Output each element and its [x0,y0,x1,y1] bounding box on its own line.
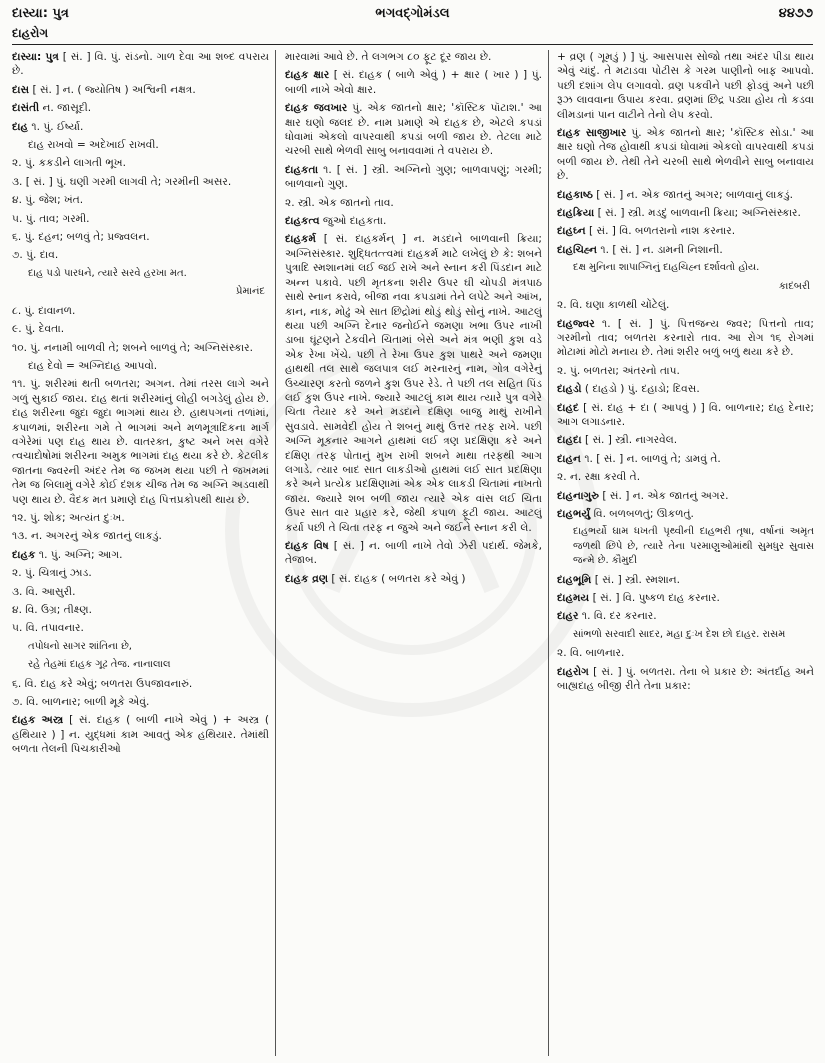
headword: દાહકતા [285,163,319,176]
headword: દાહભૂમિ [557,573,592,586]
entry-sense [12,230,269,244]
dictionary-entry [557,224,814,238]
dictionary-entry [12,120,269,134]
definition-text: [ સં. ] ન. એક જાતનું અગર; બાળવાનું લાકડું. [592,188,794,201]
dictionary-entry [557,382,814,396]
headword: દાહક [12,548,36,561]
definition-text: દાહ દેવો = અગ્નિદાહ આપવો. [28,359,158,372]
entry-sense [12,677,269,691]
entry-sense [12,377,269,507]
dictionary-entry [557,243,814,257]
definition-text: દાહભર્યો ઘામ ધખતી પૃથ્વીની દાહભરી તૃષા, વર્ષાનાં અમૃત જળથી છિપે છે, ત્યારે તેના પરમાણુઓમાંથી સુમધુર સુવાસ જન્મે છે. કૌમુદી [573,526,814,567]
definition-text: ૧. પું. ઈર્ષ્યા. [28,120,84,133]
definition-text: તપોધનો સાગર શાંતિના છે, [28,640,132,652]
headword: દાસ્યા: પુત્ર [12,51,59,63]
dictionary-entry [557,126,814,184]
dictionary-entry [285,163,542,192]
entry-sense [12,566,269,580]
entry-sense [12,511,269,525]
column-divider [548,50,549,1056]
headword: દાહકાષ્ઠ [557,188,593,201]
headword: દાહનાગુરુ [557,489,600,502]
definition-text: ૯. પું. દેવતા. [12,323,65,336]
page-number: ૪૪૭૭ [778,6,813,21]
headword: દાસ [12,83,30,96]
definition-text: ૧. [ સં. ] પું. પિત્તજન્ય જ્વર; પિત્તનો તાવ; ગરમીનો તાવ; બળતરા કરનારો તાવ. આ રોગ ૧૬ રોગમાં મોટામાં મોટો મનાય છે. તેમાં શરીર બળું બળું થયા કરે છે. [557,317,814,359]
headword: દાહર [557,610,579,623]
definition-text: પું. એક જાતનો ક્ષાર; 'કૉસ્ટિક પૉટાશ.' આ ક્ષાર ઘણો જલદ છે. નામ પ્રમાણે એ દાહક છે, એટલે કપડાં ધોવામાં એકલો વાપરવાથી કપડાં બળી જાય છે. તેટલા માટે ચરબી સાથે ભેળવી સાબુ બનાવવામાં તે વપરાય છે. [285,102,542,158]
entry-sense [12,658,269,672]
definition-text: સાંભળો સરવાદી સાદર, મહા દુઃખ દેશ છો દાહર. રાસમ [573,628,786,640]
dictionary-entry [285,232,542,535]
entry-sense [12,248,269,262]
page-header [12,4,813,26]
dictionary-entry [12,101,269,115]
headword: દાહરોગ [557,665,589,678]
dictionary-entry [557,401,814,430]
definition-text: [ સં. દાહકર્મન્ ] ન. મડદાને બાળવાની ક્રિયા; અગ્નિસંસ્કાર. શુદ્ધિતત્ત્વમાં દાહકર્મ માટે લખેલું છે કે: શબને પુત્રાદિ સ્મશાનમાં લઈ જઈ રાખે અને સ્નાન કરી પિંડદાન માટે અન્ન પકાવે. પછી મૃતકના શરીર ઉપર ઘી ચોપડી મંત્રપાઠ સાથે સ્નાન કરાવે, બીજા નવા કપડામાં તેને લપેટે અને આંખ, કાન, નાક, મોઢું એ સાત છિદ્રોમાં થોડું થોડું સોનું નાખે. આટલું થયા પછી અગ્નિ દેનાર જનોઈને જમણા ખભા ઉપર નાખી ડાબા ઘૂંટણને ટેકવીને ચિતામાં બેસે અને મંત્ર ભણી કુશ વડે એક રેખા ખેંચે. પછી તે રેખા ઉપર કુશ પાથરે અને જમણા હાથથી તલ સાથે જલપાત્ર લઈ મરનારનું નામ, ગોત્ર વગેરેનું ઉચ્ચારણ કરતો જળને કુશ ઉપર રેડે. તે પછી તલ સહિત પિંડ લઈ કુશ ઉપર નાખે. જ્યારે આટલું કામ થાય ત્યારે પુત્ર વગેરે ચિતા તૈયાર કરે અને મડદાને દક્ષિણ બાજુ માથું રાખીને સુવડાવે. સામવેદી હોય તે શબનું માથું ઉત્તર તરફ રાખે. પછી અગ્નિ મૂકનાર આગને હાથમાં લઈ ત્રણ પ્રદક્ષિણા કરે અને દક્ષિણ તરફ પોતાનું મુખ રાખી શબને માથા તરફથી આગ લગાડે. ત્યાર બાદ સાત લાકડીઓ હાથમાં લઈ સાત પ્રદક્ષિણા કરે અને પ્રત્યેક પ્રદક્ષિણામાં એક એક લાકડી ચિતામાં નાખતો જાય. જ્યારે શબ બળી જાય ત્યારે એક વાંસ લઈ ચિતા ઉપર સાત વાર પ્રહાર કરે, જેથી કપાળ ફૂટી જાય. આટલું કર્યા પછી તે ચિતા તરફ ન જુએ અને જઈને સ્નાન કરી લે. [285,233,542,534]
entry-sense [12,138,269,152]
definition-text: મારવામાં આવે છે. તે લગભગ ૮૦ ફૂટ દૂર જાય છે. [285,51,492,63]
entry-sense [12,603,269,617]
dictionary-entry [557,665,814,694]
headword: દાહઘ્ન [557,225,586,238]
entry-sense [12,175,269,189]
dictionary-entry [12,713,269,756]
entry-sense [12,585,269,599]
definition-text: ૧૨. પું. શોક; અત્યંત દુઃખ. [12,511,125,524]
entry-sense [12,193,269,207]
entry-sense [557,50,814,122]
column-1 [12,50,269,1056]
definition-text: ૨. વિ. ઘણા કાળથી ચોંટેલું. [557,299,670,312]
entry-sense [12,695,269,709]
definition-text: [ સં. ] વિ. પુષ્કળ દાહ કરનાર. [589,592,720,604]
definition-text: [ સં. ] સ્ત્રી. નાગરવેલ. [581,434,678,447]
entry-sense [557,364,814,378]
definition-text: ૧. પું. અગ્નિ; આગ. [35,548,123,561]
column-2 [285,50,542,1056]
definition-text: ૧. [ સં. ] સ્ત્રી. અગ્નિનો ગુણ; બાળવાપણું; ગરમી; બાળવાનો ગુણ. [285,163,542,191]
definition-text: ૫. પું. તાવ; ગરમી. [12,212,90,225]
definition-text: [ સં. ] વિ. બળતરાનો નાશ કરનાર. [585,225,736,238]
entry-sense [12,156,269,170]
definition-text: + વ્રણ ( ગૂમડું ) ] પું. આસપાસ સોજો તથા અંદર પીડા થાય એવું ચાંદું. તે મટાડવા પોટીસ કે ગરમ પાણીનો બાફ આપવો. પછી દશાંગ લેપ લગાવવો. વ્રણ પકવીને પછી ફોડવું અને પછી રૂઝ લાવવાના ઉપાય કરવા. વ્રણમાં છિદ્ર પડ્યા હોય તો કડવા લીમડાનાં પાન વાટીને તેનો લેપ કરવો. [557,51,814,121]
definition-text: ( દાહડો ) પું. દહાડો; દિવસ. [581,383,700,396]
definition-text: [ સં. દાહક ( બાળી નાખે એવું ) + અસ્ત્ર ( હથિયાર ) ] ન. યુદ્ધમાં કામ આવતું એક હથિયાર. તેમાંથી બળતા તેલની પિચકારીઓ [12,714,269,756]
dictionary-entry [12,50,269,79]
definition-text: ૧. [ સં. ] ન. બાળવું તે; ડામવું તે. [580,452,721,465]
column-3 [557,50,814,1056]
entry-sense [557,525,814,568]
header-rule [12,44,813,45]
entry-sense [557,470,814,484]
header-title: ભગવદ્ગોમંડલ [375,6,450,21]
entry-sense [557,261,814,275]
dictionary-entry [557,206,814,220]
dictionary-entry [285,572,542,586]
definition-text: ૨. પું. ચિત્રાનું ઝાડ. [12,567,92,580]
headword: દાહજ્વર [557,317,595,330]
definition-text: દાહ રાખવો = અદેખાઈ રાખવી. [28,139,159,152]
headword: દાહદા [557,434,582,447]
dictionary-entry [557,317,814,360]
dictionary-entry [557,452,814,466]
entry-sense [12,267,269,281]
definition-text: ૮. પું. દાવાનળ. [12,304,76,317]
headword: દાહકત્વ [285,215,320,228]
dictionary-entry [557,188,814,202]
entry-sense [557,280,814,294]
headword: દાહક્રિયા [557,207,595,220]
headword: દાહક જવખાર [285,102,348,115]
definition-text: ન. જાસૂદી. [39,102,92,115]
dictionary-entry [285,214,542,228]
definition-text: [ સં. ] ન. બાળી નાખે તેવો ઝેરી પદાર્થ. જેમકે, તેજાબ. [285,540,542,567]
headword: દાહ [12,120,29,133]
dictionary-entry [557,507,814,521]
definition-text: ૬. વિ. દાહ કરે એવું; બળતરા ઉપજાવનારું. [12,677,193,690]
entry-sense [12,640,269,654]
dictionary-entry [285,539,542,568]
definition-text: [ સં. દાહક ( બાળે એવું ) + ક્ષાર ( ખાર ) ] પું. બાળી નાખે એવો ક્ષાર. [285,69,542,96]
headword: દાહકર્મ [285,233,317,246]
definition-text: પ્રેમાનંદ [235,286,265,298]
definition-text: ૭. પું. દાવ. [12,249,59,262]
definition-text: ૩. વિ. આસુરી. [12,585,76,598]
headword: દાહક ક્ષાર [285,69,330,82]
definition-text: ૨. વિ. બાળનાર. [557,647,625,660]
definition-text: ૨. પું. કકડીને લાગતી ભૂખ. [12,157,126,170]
definition-text: ૧૦. પું. નનામી બાળવી તે; શબને બાળવું તે; અગ્નિસંસ્કાર. [12,341,253,354]
definition-text: ૩. [ સં. ] પું. ઘણી ગરમી લાગવી તે; ગરમીની અસર. [12,175,232,188]
definition-text: રહે તેહમાં દાહક ગૂઢ તેજ. નાનાલાલ [28,659,171,671]
entry-sense [12,529,269,543]
headword: દાહડો [557,383,582,396]
headword: દાહન [557,452,581,465]
entry-sense [12,341,269,355]
definition-text: ૧૧. પું. શરીરમાં થતી બળતરા; અગન. તેમાં તરસ લાગે અને ગળું સુકાઈ જાય. દાહ થતાં શરીરમાંનું લોહી બગડેલું હોય છે. દાહ શરીરના જુદા જુદા ભાગમાં થાય છે. હાથપગનાં તળાંમાં, કપાળમાં, શરીરના ગમે તે ભાગમાં અને મળમૂત્રાદિકના માર્ગ વગેરેમાં પણ દાહ થાય છે. વાતરક્ત, કુષ્ટ અને ખસ વગેરે ત્વચાદોષોમાં શરીરના અમુક ભાગમાં દાહ થયા કરે છે. કેટલીક જાતના જ્વરની અંદર તેમ જ જખમ થયા પછી તે જખમમાં તેમ જ બિલામું વગેરે કોઈ દંશક ચીજ તેમ જ અગ્નિ અડવાથી પણ થાય છે. વૈદક મત પ્રમાણે દાહ પિત્તપ્રકોપથી થાય છે. [12,378,269,506]
definition-text: ૭. વિ. બાળનાર; બાળી મૂકે એવું. [12,696,150,709]
definition-text: [ સં. દાહ + દા ( આપવું ) ] વિ. બાળનાર; દાહ દેનાર; આગ લગાડનાર. [557,401,814,428]
dictionary-entry [12,548,269,562]
definition-text: ૧૩. ન. અગરનું એક જાતનું લાકડું. [12,530,162,543]
headword: દાહક અસ્ત્ર [12,714,64,727]
entry-sense [285,50,542,64]
dictionary-entry [285,68,542,97]
dictionary-entry [557,591,814,605]
definition-text: દક્ષ મુનિના શાપાગ્નિનું દાહચિહ્ન દર્શાવતો હોય. [573,262,760,274]
headword: દાહચિહ્ન [557,243,598,256]
definition-text: [ સં. ] ન. ( જ્યોતિષ ) અશ્વિની નક્ષત્ર. [29,83,196,96]
entry-sense [12,322,269,336]
definition-text: [ સં. ] સ્ત્રી. મડદું બાળવાની ક્રિયા; અગ્નિસંસ્કાર. [594,207,801,220]
headword: દાહભર્યું [557,507,591,520]
dictionary-entry [557,573,814,587]
definition-text: ૪. વિ. ઉગ્ર; તીક્ષ્ણ. [12,604,92,616]
definition-text: ૫. વિ. તપાવનાર. [12,622,84,635]
definition-text: ૨. ન. રક્ષા કરવી તે. [557,471,641,484]
column-divider [275,50,276,1056]
entry-sense [12,621,269,635]
definition-text: ૨. સ્ત્રી. એક જાતનો તાવ. [285,196,394,209]
headword: દાહમય [557,592,590,604]
entry-sense [12,359,269,373]
entry-sense [557,628,814,642]
headword: દાહક સાજીખાર [557,127,627,140]
definition-text: કાદંબરી [778,280,810,292]
headword: દાસંતી [12,102,40,115]
definition-text: ૧. [ સં. ] ન. ડામની નિશાની. [597,243,723,256]
definition-text: [ સં. ] વિ. પું. રાંડનો. ગાળ દેવા આ શબ્દ વપરાય છે. [12,51,269,78]
dictionary-entry [285,101,542,159]
headword: દાહક વ્રણ [285,572,329,585]
entry-sense [12,285,269,299]
headword: દાહક વિષ [285,540,329,552]
definition-text: [ સં. ] ન. એક જાતનું અગર. [599,489,729,502]
entry-sense [12,304,269,318]
definition-text: જુઓ દાહકતા. [319,215,387,228]
entry-sense [557,298,814,312]
definition-text: ૧. વિ. દર કરનાર. [578,610,657,623]
dictionary-entry [557,433,814,447]
definition-text: ૨. પું. બળતરા; અંતરનો તાપ. [557,364,680,377]
dictionary-entry [557,609,814,623]
entry-sense [12,212,269,226]
definition-text: [ સં. ] સ્ત્રી. સ્મશાન. [591,573,681,586]
dictionary-entry [12,83,269,97]
dictionary-entry [557,489,814,503]
header-last-word: દાહરોગ [12,26,49,40]
definition-text: ૬. પું. દહન; બળવું તે; પ્રજ્વલન. [12,231,150,244]
definition-text: [ સં. ] પું. બળતરા. તેના બે પ્રકાર છે: અંતર્દાહ અને બાહ્યદાહ બીજી રીતે તેના પ્રકાર: [557,665,814,693]
entry-sense [285,196,542,210]
definition-text: પું. એક જાતનો ક્ષાર; 'કૉસ્ટિક સોડા.' આ ક્ષાર ઘણો તેજ હોવાથી કપડાં ધોવામાં એકલો વાપરવાથી કપડાં બળી જાય છે. તેથી તેને ચરબી સાથે ભેળવીને સાબુ બનાવાય છે. [557,127,814,183]
entry-sense [557,646,814,660]
definition-text: [ સં. દાહક ( બળતરા કરે એવું ) [328,572,466,585]
definition-text: વિ. બળબળતું; ઊકળતું. [590,507,694,520]
header-first-word: દાસ્યા: પુત્ર [12,6,69,21]
headword: દાહદ [557,401,579,414]
definition-text: દાહ પડો પારધને, ત્યારે સરવે હરખા મત. [28,267,187,279]
definition-text: ૪. પું. જેશ; ખંત. [12,194,84,207]
